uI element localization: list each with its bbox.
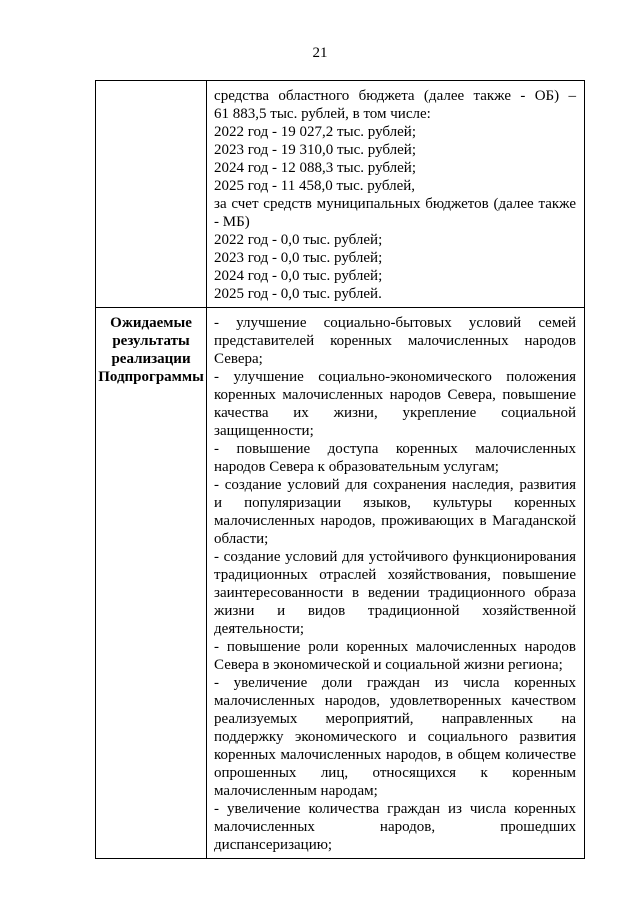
results-line: - создание условий для сохранения наследия, развития	[214, 477, 576, 493]
results-line: малочисленным народам;	[214, 783, 378, 799]
funding-line: 2023 год - 19 310,0 тыс. рублей;	[214, 142, 416, 158]
results-line: деятельности;	[214, 621, 305, 637]
results-line: диспансеризацию;	[214, 837, 333, 853]
results-line: коренных малочисленных народов Севера, повышение	[214, 387, 576, 403]
results-line: Севера в экономической и социальной жизни региона;	[214, 657, 563, 673]
results-line: - повышение роли коренных малочисленных народов	[214, 639, 576, 655]
results-label-line: Подпрограммы	[98, 369, 204, 385]
funding-line: 61 883,5 тыс. рублей, в том числе:	[214, 106, 431, 122]
results-line: опрошенных лиц, относящихся к коренным	[214, 765, 576, 781]
results-line: народов Севера к образовательным услугам;	[214, 459, 499, 475]
results-line: - создание условий для устойчивого функционирования	[214, 549, 576, 565]
funding-line: 2022 год - 19 027,2 тыс. рублей;	[214, 124, 416, 140]
page-number: 21	[312, 45, 328, 61]
results-line: Севера;	[214, 351, 263, 367]
results-line: жизни и видов традиционной хозяйственной	[214, 603, 576, 619]
funding-row	[96, 81, 585, 308]
results-line: - улучшение социально-экономического положения	[214, 369, 576, 385]
results-line: и популяризации языков, культуры коренных	[214, 495, 576, 511]
results-line: малочисленных народов, прошедших	[214, 819, 576, 835]
results-row	[96, 308, 585, 859]
results-line: - увеличение доли граждан из числа коренных	[214, 675, 576, 691]
results-line: малочисленных народов, удовлетворенных качеством	[214, 693, 576, 709]
results-label	[96, 308, 206, 386]
funding-line: 2024 год - 0,0 тыс. рублей;	[214, 268, 383, 284]
funding-content-cell	[207, 81, 585, 308]
funding-line: 2022 год - 0,0 тыс. рублей;	[214, 232, 383, 248]
funding-line: 2025 год - 0,0 тыс. рублей.	[214, 286, 382, 302]
funding-line: 2024 год - 12 088,3 тыс. рублей;	[214, 160, 416, 176]
funding-line: средства областного бюджета (далее также - ОБ) –	[214, 88, 576, 104]
results-line: заинтересованности в ведении традиционного образа	[214, 585, 576, 601]
funding-line: за счет средств муниципальных бюджетов (далее также	[214, 196, 576, 212]
passport-table	[95, 80, 585, 859]
results-label-line: Ожидаемые	[110, 315, 192, 331]
funding-line: 2023 год - 0,0 тыс. рублей;	[214, 250, 383, 266]
results-line: поддержку экономического и социального развития	[214, 729, 576, 745]
results-line: качества их жизни, укрепление социальной	[214, 405, 576, 421]
results-label-cell	[96, 308, 207, 859]
results-line: малочисленных народов, проживающих в Магаданской	[214, 513, 576, 529]
results-label-line: реализации	[111, 351, 191, 367]
results-label-line: результаты	[112, 333, 190, 349]
funding-line: 2025 год - 11 458,0 тыс. рублей,	[214, 178, 416, 194]
results-content-cell	[207, 308, 585, 859]
funding-line: - МБ)	[214, 214, 250, 230]
results-line: - увеличение количества граждан из числа коренных	[214, 801, 576, 817]
results-line: - повышение доступа коренных малочисленных	[214, 441, 576, 457]
results-line: - улучшение социально-бытовых условий семей	[214, 315, 576, 331]
results-line: коренных малочисленных народов, в общем количестве	[214, 747, 576, 763]
results-line: реализуемых мероприятий, направленных на	[214, 711, 576, 727]
results-line: традиционных отраслей хозяйствования, повышение	[214, 567, 576, 583]
results-line: представителей коренных малочисленных народов	[214, 333, 576, 349]
results-line: области;	[214, 531, 269, 547]
funding-label-cell	[96, 81, 207, 308]
results-line: защищенности;	[214, 423, 314, 439]
